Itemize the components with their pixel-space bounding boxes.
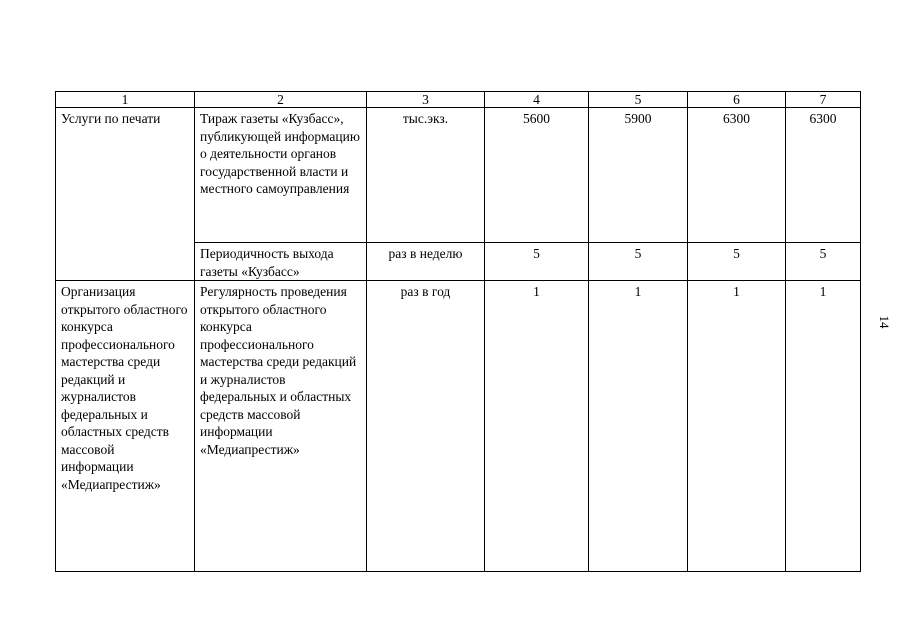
header-cell: 7: [786, 92, 861, 108]
service-cell: Организация открытого областного конкурса профессионального мастерства среди редакций и журналистов федеральных и областных средств массовой информации «Медиапрестиж»: [56, 281, 195, 572]
table-row: [56, 281, 861, 572]
indicator-cell: Регулярность проведения открытого областного конкурса профессионального мастерства среди редакций и журналистов федеральных и областных средств массовой информации «Медиапрестиж»: [195, 281, 367, 572]
value-cell: 1: [485, 281, 589, 572]
value-cell: 1: [589, 281, 688, 572]
header-cell: 5: [589, 92, 688, 108]
header-cell: 2: [195, 92, 367, 108]
value-cell: 5: [688, 243, 786, 281]
value-cell: 5600: [485, 108, 589, 243]
value-cell: 1: [688, 281, 786, 572]
value-cell: 6300: [786, 108, 861, 243]
page-number: 14: [877, 315, 892, 329]
table-header-row: [56, 92, 861, 108]
indicator-cell: Тираж газеты «Кузбасс», публикующей информацию о деятельности органов государственной власти и местного самоуправления: [195, 108, 367, 243]
value-cell: 5: [786, 243, 861, 281]
service-cell: Услуги по печати: [56, 108, 195, 281]
value-cell: 5900: [589, 108, 688, 243]
header-cell: 4: [485, 92, 589, 108]
table-row: [56, 108, 861, 243]
header-cell: 1: [56, 92, 195, 108]
unit-cell: тыс.экз.: [367, 108, 485, 243]
value-cell: 1: [786, 281, 861, 572]
value-cell: 5: [589, 243, 688, 281]
value-cell: 6300: [688, 108, 786, 243]
header-cell: 6: [688, 92, 786, 108]
services-table: [55, 91, 861, 572]
unit-cell: раз в неделю: [367, 243, 485, 281]
header-cell: 3: [367, 92, 485, 108]
value-cell: 5: [485, 243, 589, 281]
indicator-cell: Периодичность выхода газеты «Кузбасс»: [195, 243, 367, 281]
unit-cell: раз в год: [367, 281, 485, 572]
